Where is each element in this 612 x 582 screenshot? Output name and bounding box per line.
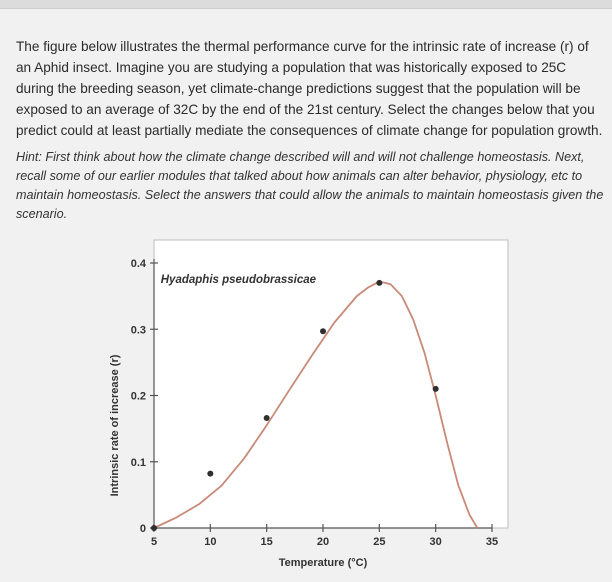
x-tick-label: 15	[260, 536, 273, 548]
data-point	[264, 415, 270, 421]
data-point	[151, 525, 157, 531]
y-tick-label: 0.3	[130, 324, 146, 337]
x-tick-label: 10	[204, 536, 217, 548]
y-axis-title: Intrinsic rate of increase (r)	[109, 354, 121, 497]
y-tick-label: 0.4	[130, 258, 146, 270]
hint-text: Hint: First think about how the climate change described will and will not challenge homeostasis. Next, recall some of our earlier modules that talked about how animals can alter behavior, physiology, etc to maintain homeostasis. Select the answers that could allow the animals to maintain homeostasis given the scenario.	[16, 150, 604, 221]
thermal-performance-chart	[104, 238, 524, 582]
y-tick-label: 0.2	[130, 390, 146, 403]
data-point	[433, 386, 439, 392]
y-tick-label: 0	[139, 523, 146, 535]
x-tick-label: 20	[316, 536, 330, 548]
x-tick-label: 25	[373, 536, 386, 548]
x-axis-title: Temperature (°C)	[278, 557, 368, 569]
chart-svg	[104, 238, 524, 582]
top-strip	[0, 0, 612, 9]
data-point	[320, 328, 326, 334]
x-tick-label: 30	[429, 536, 442, 548]
x-tick-label: 35	[485, 536, 499, 548]
question-text: The figure below illustrates the thermal performance curve for the intrinsic rate of increase (r) of an Aphid insect. Imagine you are studying a population that was historically exposed to 25C during the breeding season, yet climate-change predictions suggest that the population will be exposed to an average of 32C by the end of the 21st century. Select the changes below that you predict could at least partially mediate the consequences of climate change for population growth.	[16, 39, 603, 138]
y-tick-label: 0.1	[130, 456, 146, 469]
data-point	[207, 471, 213, 477]
chart-title: Hyadaphis pseudobrassicae	[160, 273, 317, 286]
data-point	[376, 280, 382, 286]
x-tick-label: 5	[150, 536, 158, 548]
